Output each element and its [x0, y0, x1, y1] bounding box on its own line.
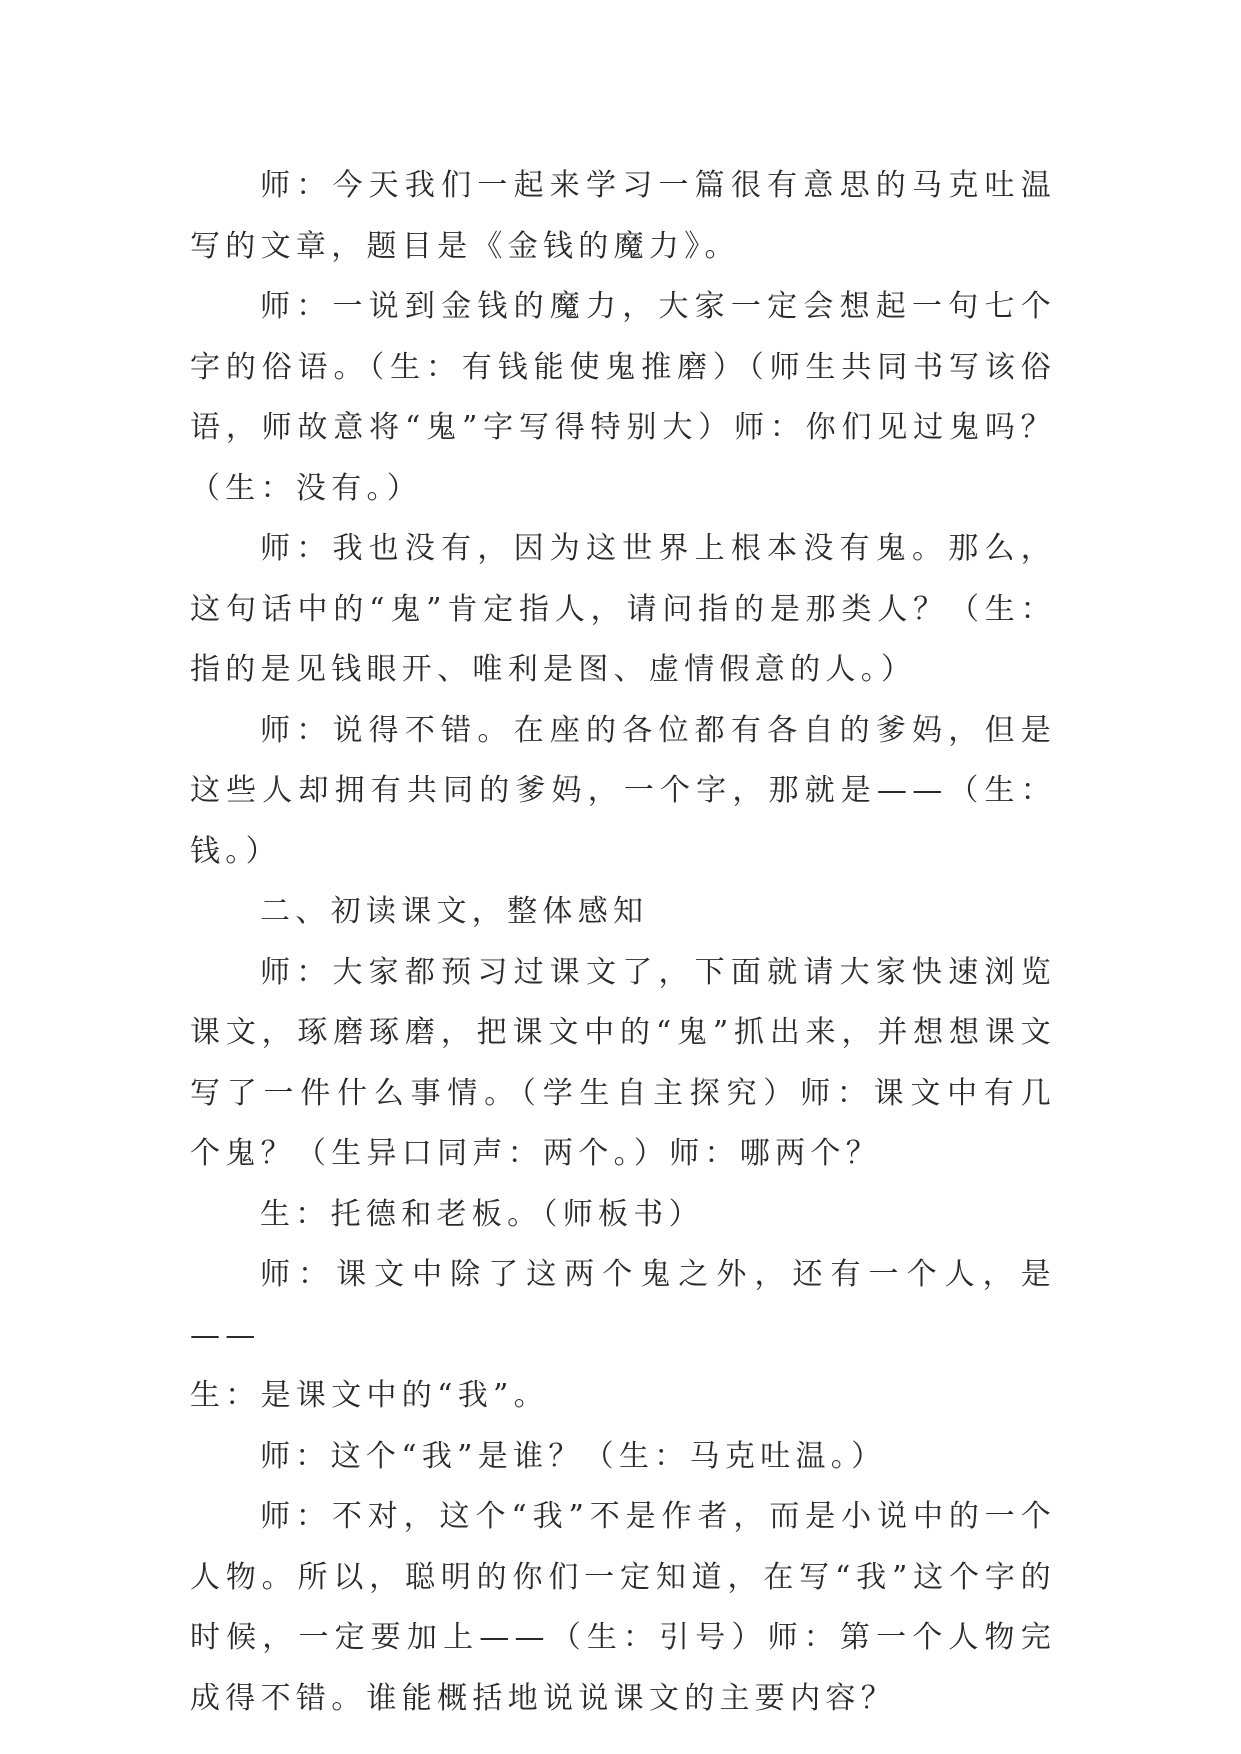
document-page: [190, 156, 1056, 1729]
paragraph-7: 生：托德和老板。（师板书）: [260, 1196, 704, 1232]
paragraph-6: 师：大家都预习过课文了，下面就请大家快速浏览课文，琢磨琢磨，把课文中的“鬼”抓出来，并想想课文写了一件什么事情。（学生自主探究）师：课文中有几个鬼？（生异口同声：两个。）师：哪两个？: [190, 954, 1056, 1171]
paragraph-10: 师：这个“我”是谁？（生：马克吐温。）: [260, 1438, 887, 1474]
paragraph-2: 师：一说到金钱的魔力，大家一定会想起一句七个字的俗语。（生：有钱能使鬼推磨）（师生共同书写该俗语，师故意将“鬼”字写得特别大）师：你们见过鬼吗？（生：没有。）: [190, 289, 1056, 506]
paragraph-9: 生：是课文中的“我”。: [190, 1378, 549, 1413]
paragraph-3: 师：我也没有，因为这世界上根本没有鬼。那么，这句话中的“鬼”肯定指人，请问指的是那类人？（生：指的是见钱眼开、唯利是图、虚情假意的人。）: [190, 531, 1056, 687]
paragraph-4: 师：说得不错。在座的各位都有各自的爹妈，但是这些人却拥有共同的爹妈，一个字，那就是——（生：钱。）: [190, 712, 1056, 869]
paragraph-1: 师：今天我们一起来学习一篇很有意思的马克吐温写的文章，题目是《金钱的魔力》。: [190, 168, 1056, 264]
paragraph-11: 师：不对，这个“我”不是作者，而是小说中的一个人物。所以，聪明的你们一定知道，在写“我”这个字的时候，一定要加上——（生：引号）师：第一个人物完成得不错。谁能概括地说说课文的主要内容？: [190, 1499, 1056, 1716]
paragraph-8: 师：课文中除了这两个鬼之外，还有一个人，是——: [190, 1257, 1056, 1353]
section-heading: 二、初读课文，整体感知: [260, 894, 649, 929]
